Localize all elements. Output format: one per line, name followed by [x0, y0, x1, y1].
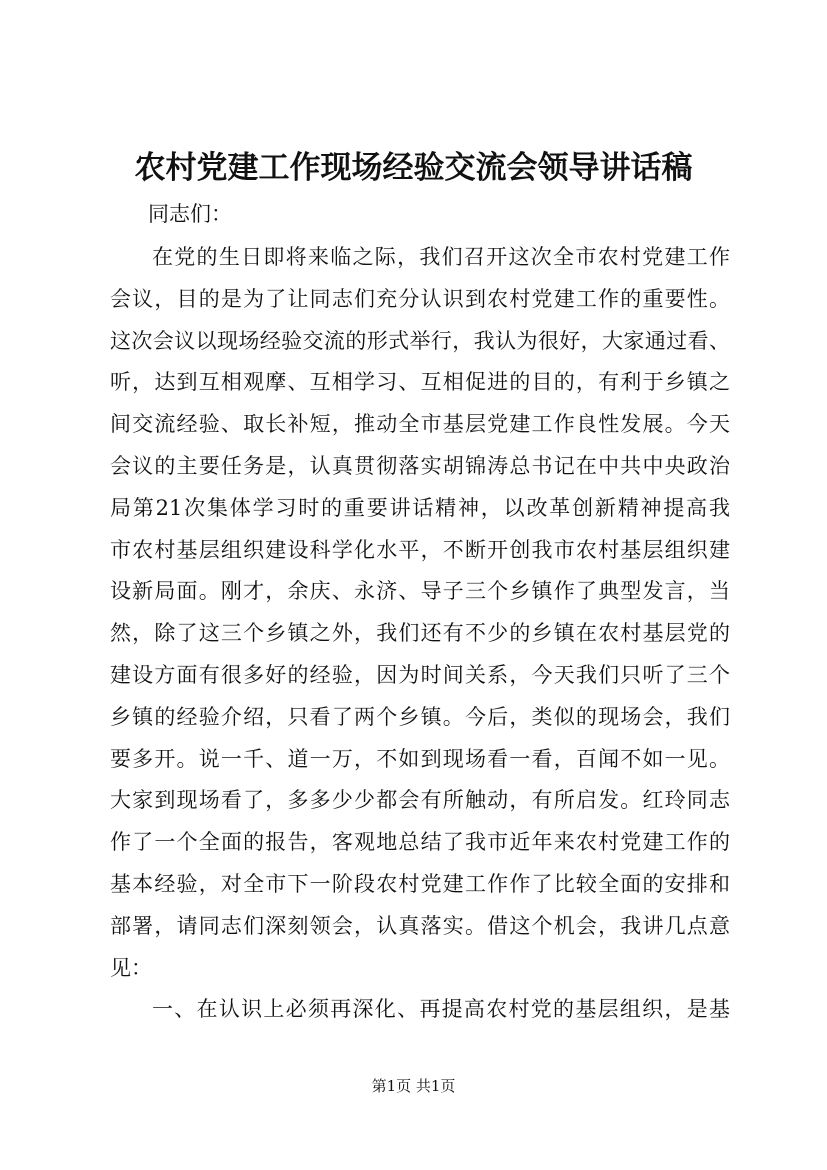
text-line: 一、在认识上必须再深化、再提高农村党的基层组织，是基 — [152, 997, 730, 1022]
text-line: 作了一个全面的报告，客观地总结了我市近年来农村党建工作的 — [110, 830, 730, 855]
page-footer: 第1页 共1页 — [371, 1077, 456, 1095]
text-line: 然，除了这三个乡镇之外，我们还有不少的乡镇在农村基层党的 — [110, 621, 730, 646]
text-line: 这次会议以现场经验交流的形式举行，我认为很好，大家通过看、 — [110, 328, 730, 353]
document-title: 农村党建工作现场经验交流会领导讲话稿 — [134, 150, 693, 186]
text-line: 会议的主要任务是，认真贯彻落实胡锦涛总书记在中共中央政治 — [110, 453, 730, 478]
text-line: 部署，请同志们深刻领会，认真落实。借这个机会，我讲几点意 — [110, 913, 730, 938]
text-line: 在党的生日即将来临之际，我们召开这次全市农村党建工作 — [152, 245, 730, 269]
text-line: 大家到现场看了，多多少少都会有所触动，有所启发。红玲同志 — [110, 788, 730, 813]
text-line: 见： — [110, 955, 152, 980]
text-line: 乡镇的经验介绍，只看了两个乡镇。今后，类似的现场会，我们 — [110, 704, 730, 729]
text-line: 设新局面。刚才，余庆、永济、导子三个乡镇作了典型发言，当 — [110, 579, 730, 604]
text-line: 要多开。说一千、道一万，不如到现场看一看，百闻不如一见。 — [110, 746, 730, 771]
text-line: 会议，目的是为了让同志们充分认识到农村党建工作的重要性。 — [110, 286, 730, 311]
text-line: 间交流经验、取长补短，推动全市基层党建工作良性发展。今天 — [110, 412, 730, 437]
text-line: 市农村基层组织建设科学化水平，不断开创我市农村基层组织建 — [110, 537, 730, 562]
body-text — [110, 237, 730, 1031]
salutation: 同志们： — [148, 202, 232, 226]
text-line: 局第21次集体学习时的重要讲话精神，以改革创新精神提高我 — [110, 495, 730, 520]
text-line: 基本经验，对全市下一阶段农村党建工作作了比较全面的安排和 — [110, 871, 730, 896]
text-line: 建设方面有很多好的经验，因为时间关系，今天我们只听了三个 — [110, 662, 730, 687]
text-line: 听，达到互相观摩、互相学习、互相促进的目的，有利于乡镇之 — [110, 370, 730, 395]
